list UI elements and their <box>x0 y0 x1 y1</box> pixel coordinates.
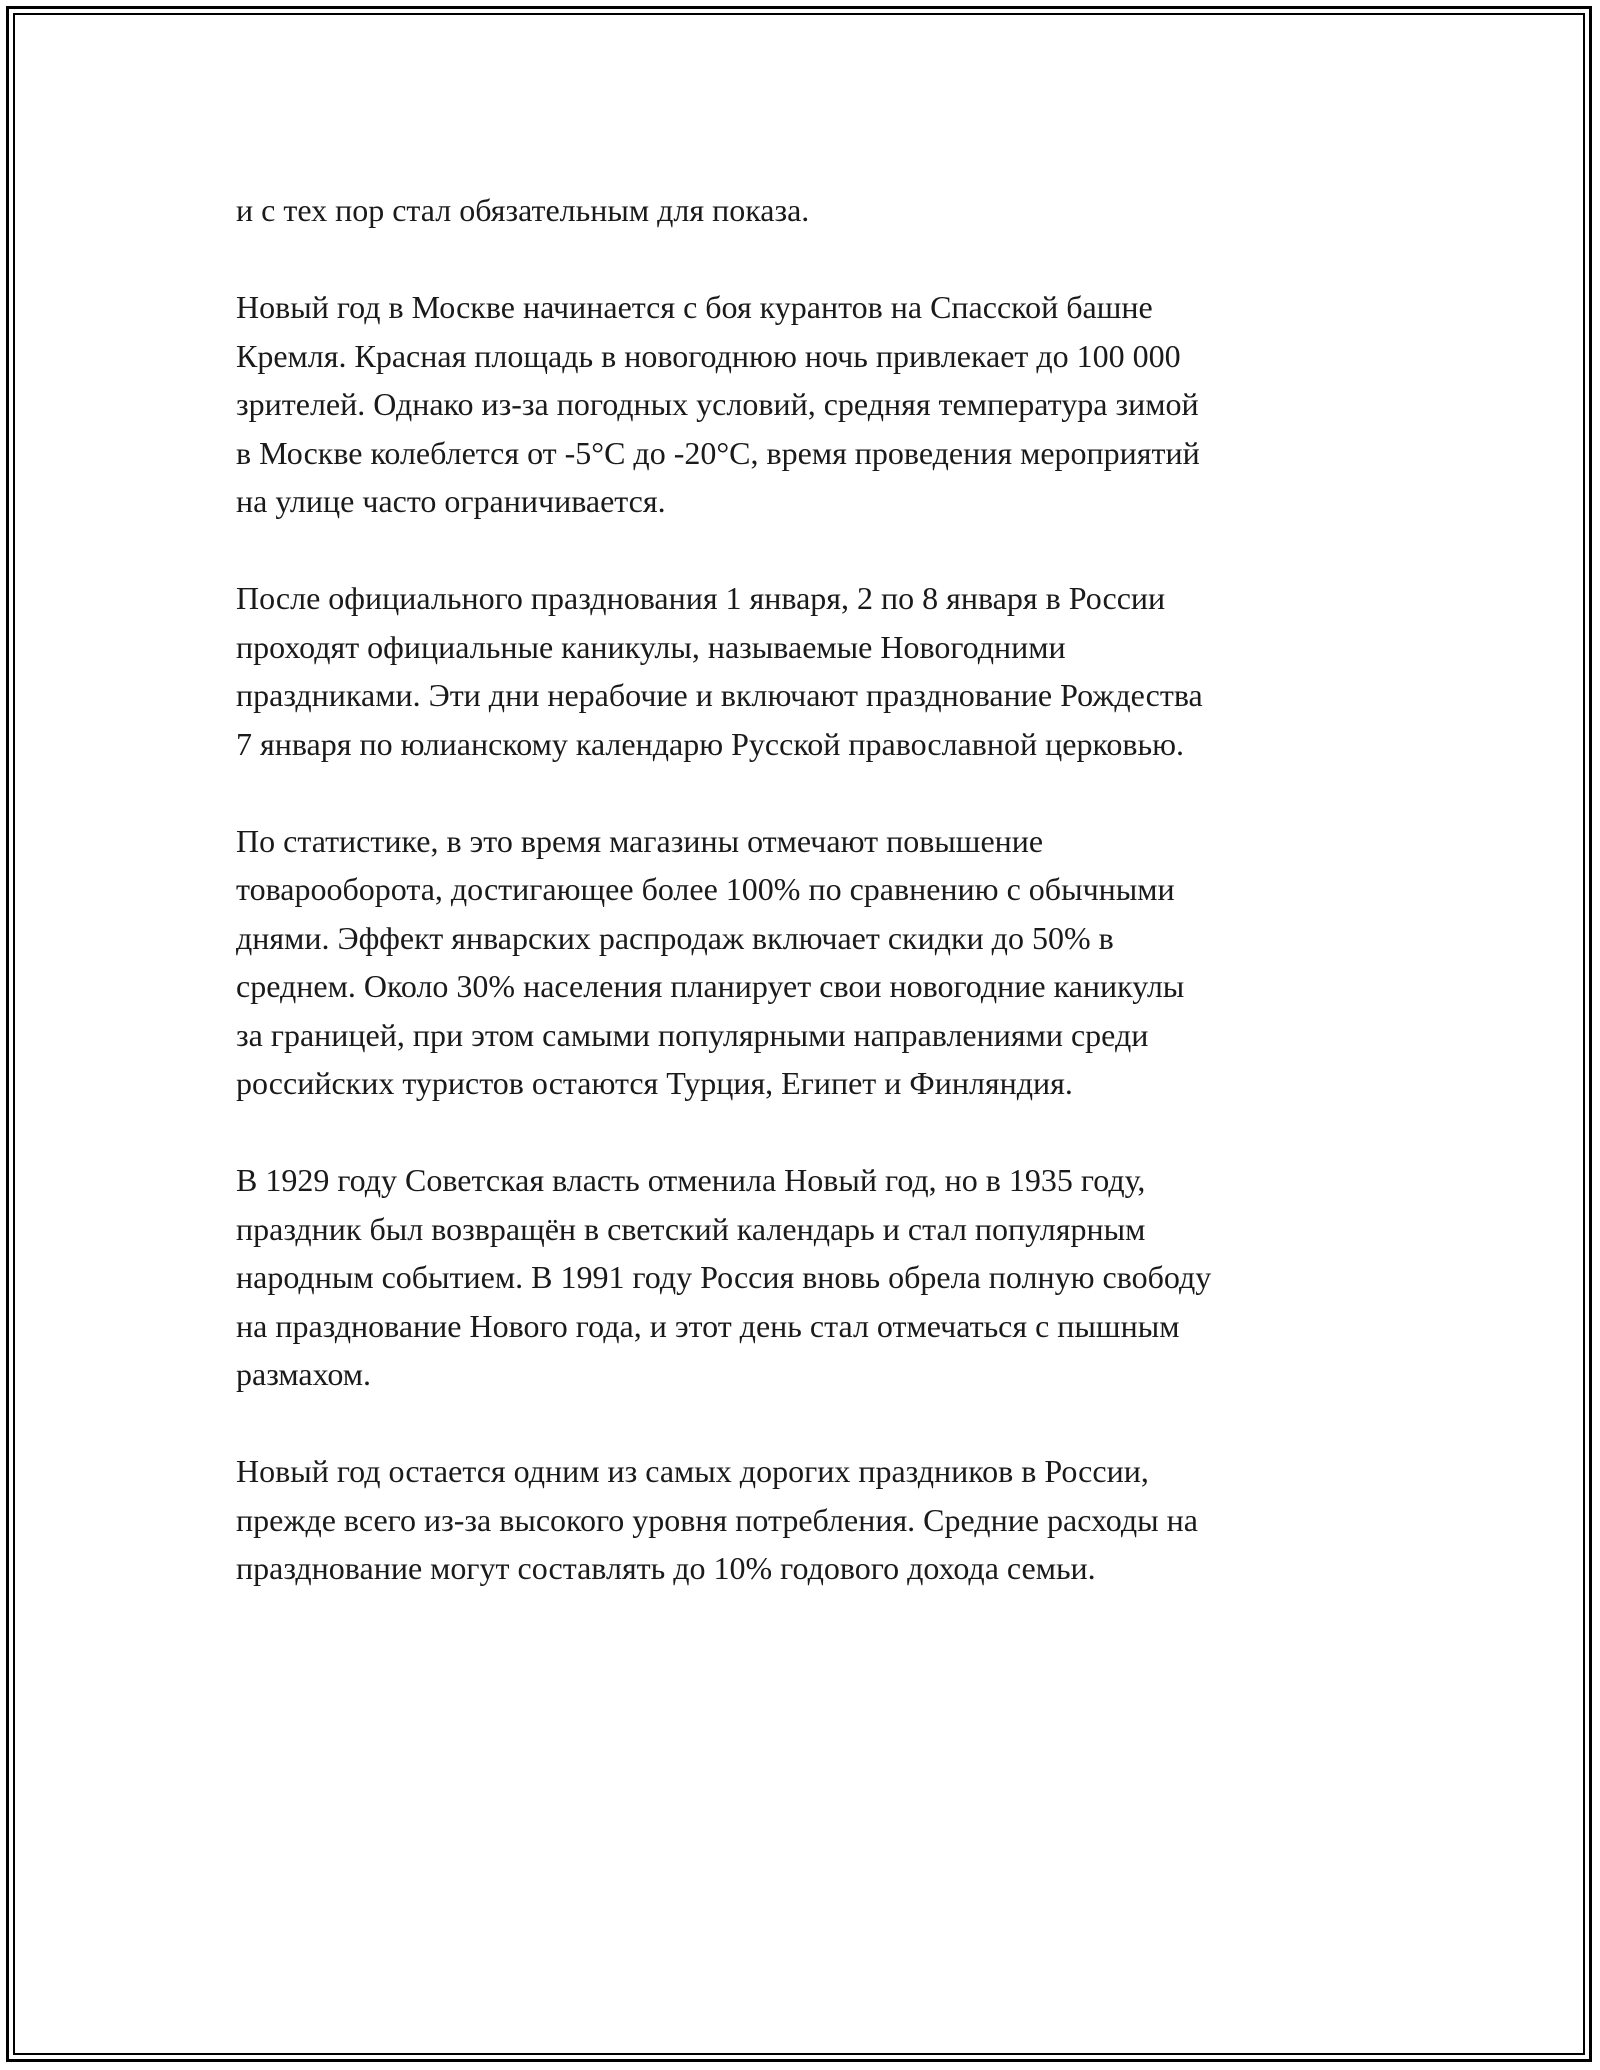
text-line: После официального празднования 1 января, 2 по 8 января в России <box>236 580 1166 616</box>
paragraph-continuation <box>236 186 1376 235</box>
text-line: прежде всего из-за высокого уровня потребления. Средние расходы на <box>236 1501 1198 1538</box>
paragraph-expenses <box>236 1447 1376 1593</box>
text-line: зрителей. Однако из-за погодных условий, средняя температура зимой <box>236 386 1199 422</box>
text-line: Новый год в Москве начинается с боя курантов на Спасской башне <box>236 289 1153 325</box>
paragraph-holidays <box>236 574 1376 768</box>
text-line: праздниками. Эти дни нерабочие и включают празднование Рождества <box>236 677 1203 713</box>
paragraph-moscow-new-year <box>236 283 1376 526</box>
text-line: днями. Эффект январских распродаж включает скидки до 50% в <box>236 919 1114 956</box>
text-line: Кремля. Красная площадь в новогоднюю ночь привлекает до 100 000 <box>236 337 1181 374</box>
text-line: В 1929 году Советская власть отменила Новый год, но в 1935 году, <box>236 1162 1146 1198</box>
text-line: за границей, при этом самыми популярными направлениями среди <box>236 1016 1149 1053</box>
text-line: российских туристов остаются Турция, Египет и Финляндия. <box>236 1065 1073 1101</box>
text-line: среднем. Около 30% населения планирует свои новогодние каникулы <box>236 968 1185 1004</box>
text-line: товарооборота, достигающее более 100% по сравнению с обычными <box>236 871 1175 907</box>
paragraph-history <box>236 1156 1376 1399</box>
text-line: на празднование Нового года, и этот день стал отмечаться с пышным <box>236 1307 1180 1344</box>
text-line: праздник был возвращён в светский календарь и стал популярным <box>236 1210 1146 1247</box>
text-line: празднование могут составлять до 10% годового дохода семьи. <box>236 1550 1096 1586</box>
text-line: на улице часто ограничивается. <box>236 483 666 519</box>
paragraph-statistics <box>236 817 1376 1108</box>
text-line: народным событием. В 1991 году Россия вновь обрела полную свободу <box>236 1259 1212 1295</box>
text-line: 7 января по юлианскому календарю Русской православной церковью. <box>236 725 1184 762</box>
text-line: По статистике, в это время магазины отмечают повышение <box>236 822 1044 859</box>
text-line: в Москве колеблется от -5°C до -20°C, время проведения мероприятий <box>236 434 1200 471</box>
text-line: и с тех пор стал обязательным для показа. <box>236 192 810 228</box>
text-line: размахом. <box>236 1356 372 1392</box>
text-line: проходят официальные каникулы, называемые Новогодними <box>236 628 1066 665</box>
text-line: Новый год остается одним из самых дорогих праздников в России, <box>236 1453 1149 1489</box>
document-body <box>236 186 1376 1641</box>
